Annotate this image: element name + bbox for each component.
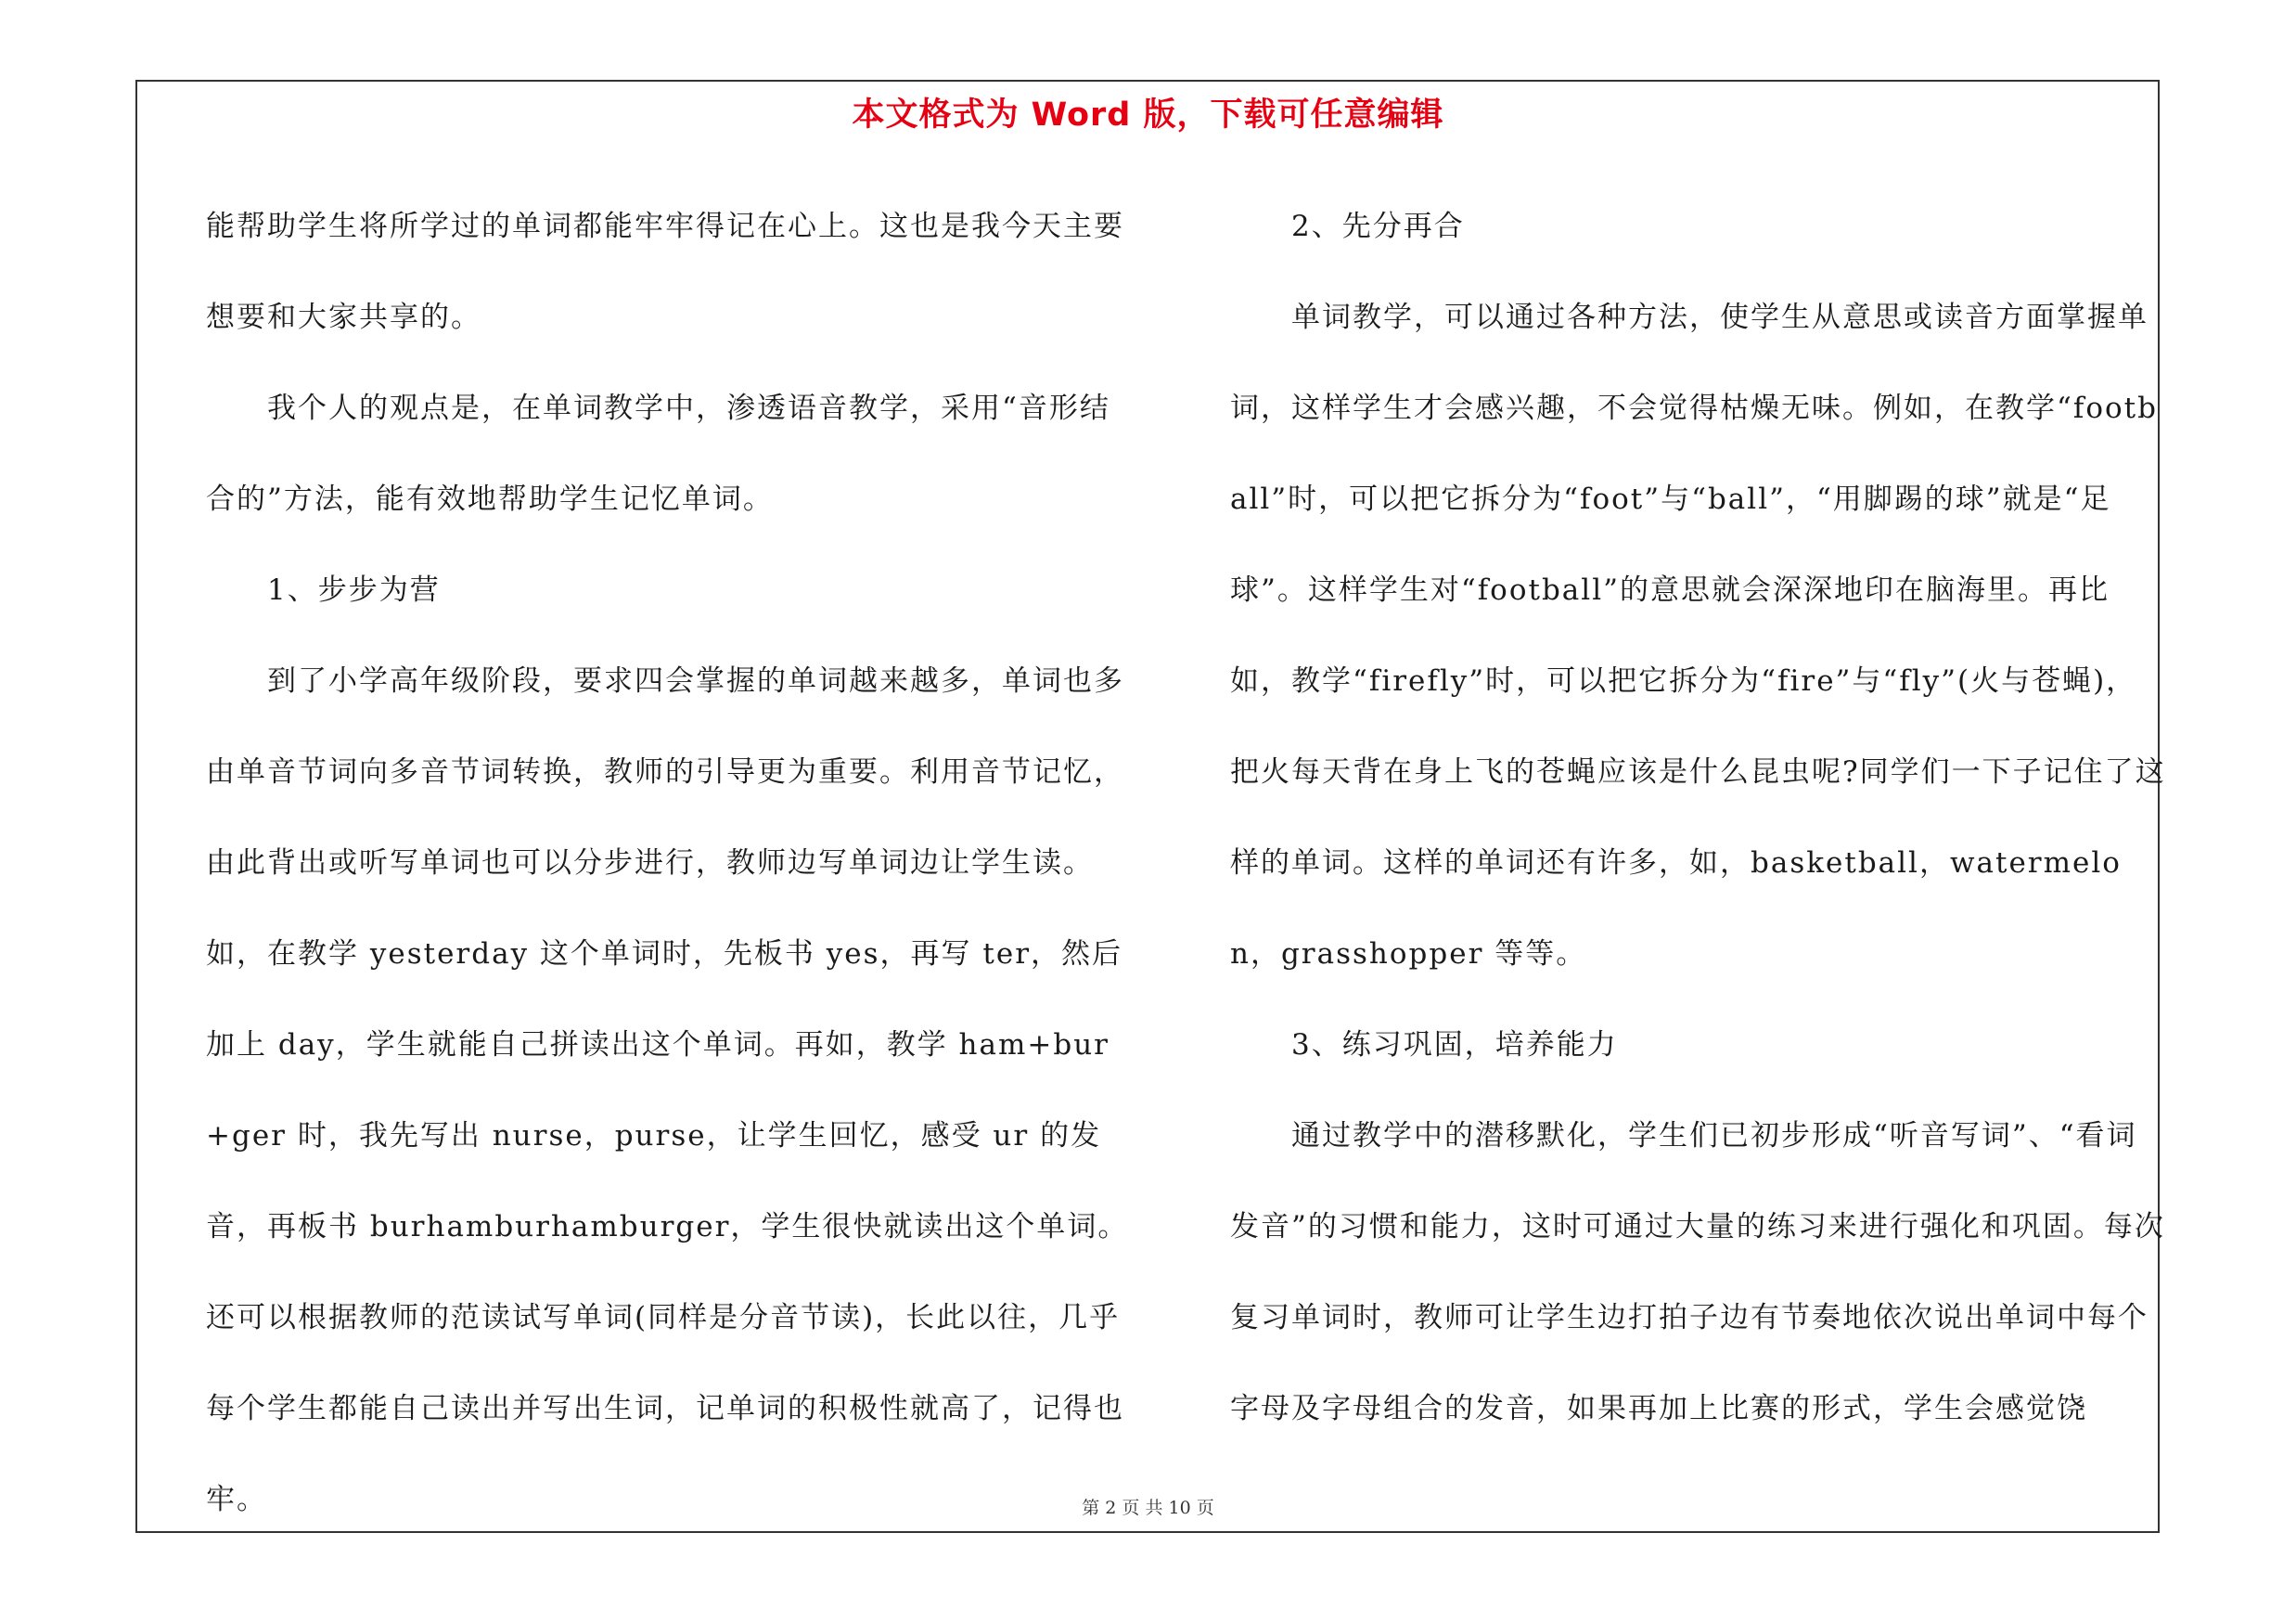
left-column — [206, 181, 1134, 1545]
section-heading-2: 2、先分再合 — [1291, 210, 1465, 243]
section-heading-1: 1、步步为营 — [267, 573, 441, 607]
left-paragraph-3: 到了小学高年级阶段，要求四会掌握的单词越来越多，单词也多由单音节词向多音节词转换，教师的引导更为重要。利用音节记忆，由此背出或听写单词也可以分步进行，教师边写单词边让学生读。如，在教学 yesterday 这个单词时，先板书 yes，再写 ter，然后加上 day，学生就能自己拼读出这个单词。再如，教学 ham+bur+ger 时，我先写出 nurse，purse，让学生回忆，感受 ur 的发音，再板书 burhamburhamburger，学生很快就读出这个单词。还可以根据教师的范读试写单词(同样是分音节读)，长此以往，几乎每个学生都能自己读出并写出生词，记单词的积极性就高了，记得也牢。 — [206, 664, 1129, 1516]
format-banner: 本文格式为 Word 版，下载可任意编辑 — [852, 97, 1444, 134]
page-number-footer: 第 2 页 共 10 页 — [1082, 1498, 1214, 1518]
left-paragraph-1: 能帮助学生将所学过的单词都能牢牢得记在心上。这也是我今天主要想要和大家共享的。 — [206, 210, 1124, 334]
right-paragraph-1: 单词教学，可以通过各种方法，使学生从意思或读音方面掌握单词，这样学生才会感兴趣，不会觉得枯燥无味。例如，在教学“football”时，可以把它拆分为“foot”与“ball”，“用脚踢的球”就是“足球”。这样学生对“football”的意思就会深深地印在脑海里。再比如，教学“firefly”时，可以把它拆分为“fire”与“fly”(火与苍蝇)，把火每天背在身上飞的苍蝇应该是什么昆虫呢?同学们一下子记住了这样的单词。这样的单词还有许多，如，basketball，watermelon，grasshopper 等等。 — [1230, 301, 2166, 971]
left-paragraph-2: 我个人的观点是，在单词教学中，渗透语音教学，采用“音形结合的”方法，能有效地帮助学生记忆单词。 — [206, 392, 1110, 516]
right-column — [1230, 181, 2167, 1454]
right-paragraph-2: 通过教学中的潜移默化，学生们已初步形成“听音写词”、“看词发音”的习惯和能力，这时可通过大量的练习来进行强化和巩固。每次复习单词时，教师可让学生边打拍子边有节奏地依次说出单词中每个字母及字母组合的发音，如果再加上比赛的形式，学生会感觉饶 — [1230, 1119, 2165, 1425]
section-heading-3: 3、练习巩固，培养能力 — [1291, 1028, 1618, 1062]
